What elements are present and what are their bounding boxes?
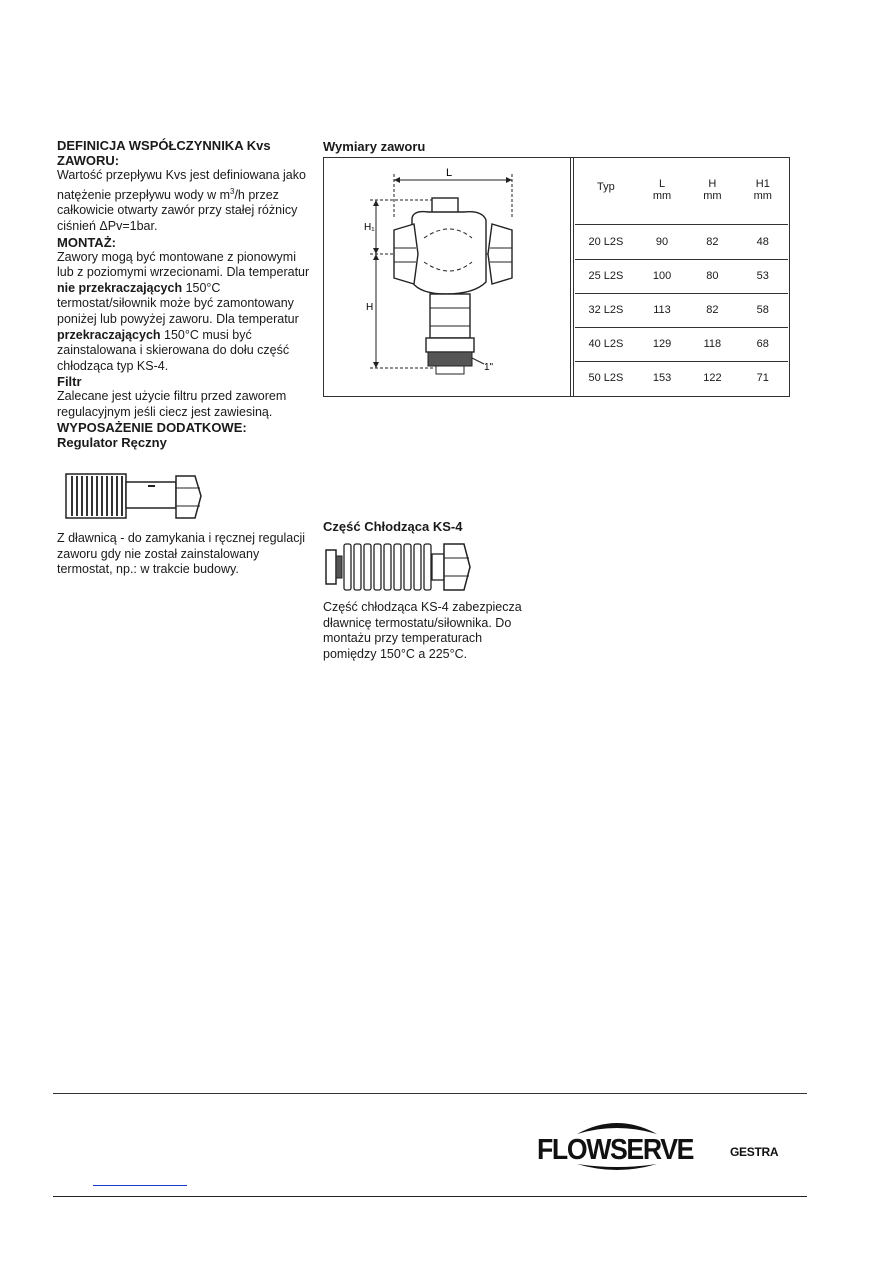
header-l-name: L [658, 178, 666, 190]
ks4-paragraph: Część chłodząca KS-4 zabezpiecza dławnicę termostatu/siłownika. Do montażu przy temperaturach pomiędzy 150°C a 225°C. [323, 600, 522, 661]
cell-h1: 68 [756, 338, 769, 350]
kvs-superscript: 3 [230, 186, 235, 196]
ks4-drawing [324, 540, 474, 594]
cell-h: 118 [703, 338, 722, 350]
cell-h1: 58 [756, 304, 769, 316]
header-h1-unit: mm [753, 190, 772, 202]
gestra-brand: GESTRA [730, 1145, 779, 1159]
left-column [57, 138, 315, 450]
montaz-bold-1: nie przekraczających [57, 280, 183, 295]
montaz-bold-2: przekraczających [57, 327, 161, 342]
header-h1-name: H1 [755, 178, 770, 190]
label-H: H [366, 302, 374, 313]
montaz-text-1: Zawory mogą być montowane z pionowymi lub z poziomymi wrzecionami. Dla temperatur [57, 249, 310, 280]
label-L: L [446, 167, 453, 179]
flowserve-wordmark: FLOWSERVE [537, 1134, 694, 1166]
cell-h1: 48 [756, 235, 769, 248]
table-row [575, 224, 788, 259]
label-thread: 1" [484, 362, 494, 373]
cell-typ: 20 L2S [588, 235, 624, 248]
label-H1: H₁ [364, 222, 375, 233]
kvs-text-b: /h przez całkowicie otwarty zawór przy stałej różnicy ciśnień ΔPv=1bar. [57, 187, 298, 233]
regulator-paragraph: Z dławnicą - do zamykania i ręcznej regulacji zaworu gdy nie został zainstalowany termostat, np.: w trakcie budowy. [57, 531, 306, 577]
cell-l: 129 [652, 338, 672, 350]
kvs-paragraph [57, 168, 315, 235]
table-row [575, 259, 788, 293]
cell-l: 113 [653, 304, 671, 316]
header-typ: Typ [597, 181, 615, 193]
kvs-heading: DEFINICJA WSPÓŁCZYNNIKA Kvs ZAWORU: [57, 138, 271, 168]
footer-top-rule [53, 1093, 807, 1094]
header-l-unit: mm [652, 190, 672, 202]
montaz-heading: MONTAŻ: [57, 234, 116, 250]
cell-typ: 50 L2S [588, 372, 624, 385]
cell-typ: 32 L2S [588, 304, 624, 316]
cell-l: 153 [652, 372, 672, 385]
montaz-text-2: 150°C termostat/siłownik może być zamontowany poniżej lub powyżej zaworu. Dla temperatur [57, 280, 299, 326]
dimensions-box [323, 157, 790, 397]
regulator-heading: Regulator Ręczny [57, 435, 167, 451]
valve-drawing [324, 158, 570, 396]
ks4-title: Część Chłodząca KS-4 [323, 519, 463, 534]
manual-regulator-drawing [60, 468, 205, 528]
cell-l: 90 [655, 235, 669, 248]
table-row [575, 361, 788, 395]
cell-l: 100 [652, 270, 672, 282]
footer-bottom-rule [53, 1196, 807, 1197]
header-h-unit: mm [703, 190, 722, 202]
flowserve-swoosh-bottom-icon [575, 1162, 659, 1174]
table-separator [570, 158, 574, 396]
cell-h1: 53 [756, 270, 769, 282]
footer-link[interactable] [93, 1172, 187, 1186]
cell-typ: 40 L2S [588, 338, 624, 350]
dimensions-title: Wymiary zaworu [323, 139, 426, 154]
dimensions-table [575, 158, 788, 395]
filtr-paragraph: Zalecane jest użycie filtru przed zaworem regulacyjnym jeśli ciecz jest zawiesiną. [57, 389, 287, 419]
cell-typ: 25 L2S [588, 270, 624, 282]
montaz-paragraph [57, 250, 315, 375]
cell-h: 80 [706, 270, 719, 282]
cell-h: 82 [706, 235, 719, 248]
table-row [575, 327, 788, 361]
header-h1 [738, 158, 788, 224]
wyposazenie-heading: WYPOSAŻENIE DODATKOWE: [57, 420, 247, 436]
cell-h1: 71 [756, 372, 769, 385]
header-l [637, 158, 687, 224]
header-h [687, 158, 737, 224]
cell-h: 82 [706, 304, 719, 316]
kvs-text-a: Wartość przepływu Kvs jest definiowana jako natężenie przepływu wody w m [57, 168, 306, 202]
flowserve-logo [537, 1118, 702, 1174]
table-row [575, 293, 788, 327]
cell-h: 122 [703, 372, 722, 385]
montaz-text-3: 150°C musi być zainstalowana i skierowana do dołu część chłodząca typ KS-4. [57, 327, 290, 373]
table-header-row [575, 158, 788, 224]
header-h-name: H [708, 178, 717, 190]
filtr-heading: Filtr [57, 374, 82, 390]
